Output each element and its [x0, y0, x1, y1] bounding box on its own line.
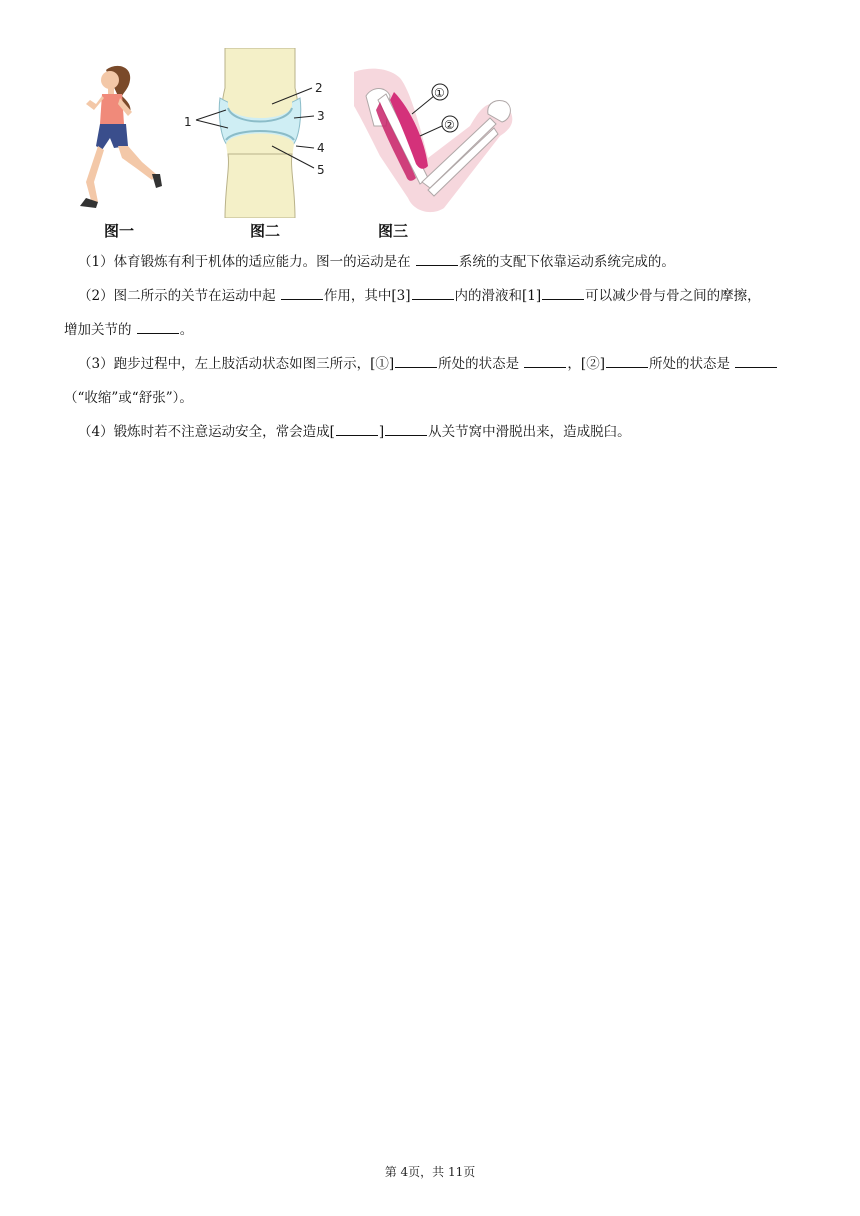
q4-text-b: ]	[378, 424, 385, 440]
joint-label-3: 3	[317, 109, 325, 123]
question-2-continued	[64, 313, 812, 347]
figure-1-caption: 图一	[104, 222, 135, 240]
arm-muscle-diagram	[350, 66, 520, 216]
joint-label-4: 4	[317, 141, 325, 155]
arm-label-2: ②	[444, 118, 455, 132]
q2-blank-3	[542, 298, 584, 300]
q1-text-b: 系统的支配下依靠运动系统完成的。	[458, 254, 675, 270]
figures-area	[0, 0, 860, 240]
q3-text-a: （3）跑步过程中，左上肢活动状态如图三所示，[①]	[78, 356, 395, 372]
question-1	[78, 245, 826, 279]
question-3	[78, 347, 826, 381]
q2-text-d: 可以减少骨与骨之间的摩擦，	[585, 288, 761, 304]
figure-2-caption: 图二	[250, 222, 281, 240]
q4-text-c: 从关节窝中滑脱出来，造成脱臼。	[428, 424, 631, 440]
q3-blank-4	[735, 366, 777, 368]
q3-blank-1	[395, 366, 437, 368]
q2-blank-4	[137, 332, 179, 334]
joint-label-5: 5	[317, 163, 325, 177]
q2-text-b: 作用，其中[3]	[323, 288, 411, 304]
q2-text-f: 。	[179, 322, 194, 338]
q3-text-b: 所处的状态是	[438, 356, 524, 372]
q3-blank-3	[606, 366, 648, 368]
question-2	[78, 279, 826, 313]
q1-text-a: （1）体育锻炼有利于机体的适应能力。图一的运动是在	[78, 254, 415, 270]
q4-text-a: （4）锻炼时若不注意运动安全，常会造成[	[78, 424, 335, 440]
figure-3-caption: 图三	[378, 222, 409, 240]
q2-blank-2	[412, 298, 454, 300]
joint-diagram	[180, 48, 340, 218]
runner-illustration	[72, 62, 172, 222]
q4-blank-2	[385, 434, 427, 436]
joint-label-1: 1	[184, 115, 192, 129]
q2-text-a: （2）图二所示的关节在运动中起	[78, 288, 280, 304]
q2-text-e: 增加关节的	[64, 322, 136, 338]
q2-text-c: 内的滑液和[1]	[454, 288, 542, 304]
question-4	[78, 415, 826, 449]
q3-blank-2	[524, 366, 566, 368]
arm-label-1: ①	[434, 86, 445, 100]
q3-text-e: （“收缩”或“舒张”）。	[64, 390, 193, 406]
q3-text-c: ，[②]	[567, 356, 605, 372]
q2-blank-1	[281, 298, 323, 300]
q1-blank-1	[416, 264, 458, 266]
q4-blank-1	[336, 434, 378, 436]
q3-text-d: 所处的状态是	[648, 356, 735, 372]
joint-label-2: 2	[315, 81, 323, 95]
page-footer: 第 4页，共 11页	[384, 1165, 476, 1179]
question-3-continued	[64, 381, 812, 415]
